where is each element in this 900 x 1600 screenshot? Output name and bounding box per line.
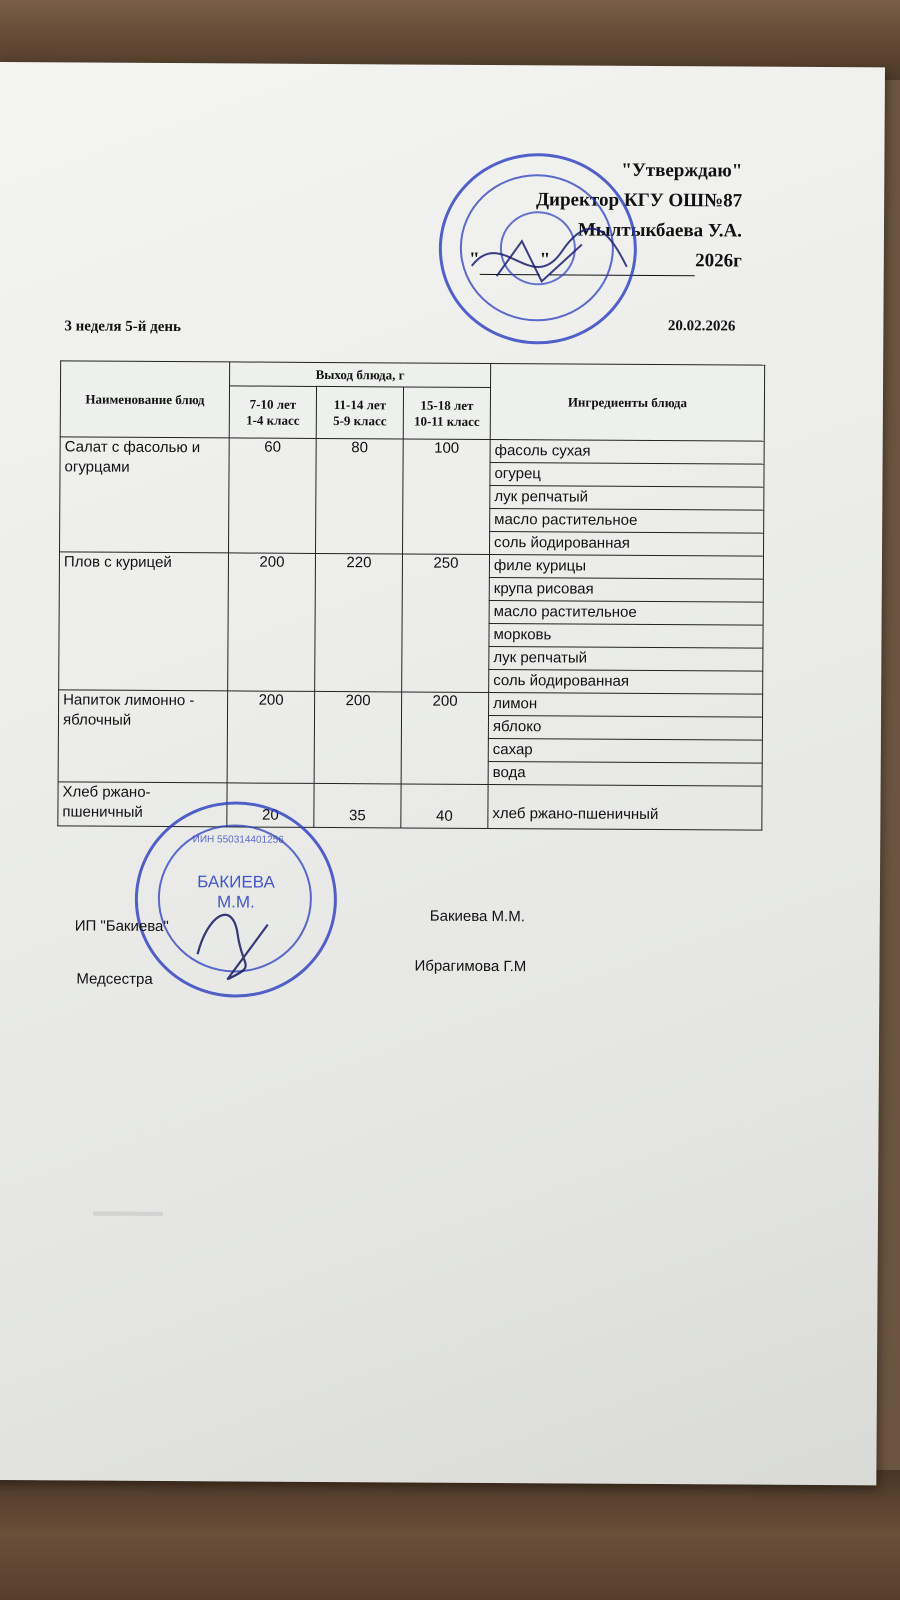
col-dish-name: Наименование блюд [60, 361, 229, 438]
ingredient: лук репчатый [490, 486, 764, 511]
yield-value: 40 [401, 784, 488, 829]
yield-value: 80 [316, 438, 404, 554]
yield-value: 35 [314, 783, 401, 828]
approval-position: Директор КГУ ОШ№87 [535, 189, 743, 212]
ingredient: масло растительное [490, 509, 764, 534]
nurse-name: Ибрагимова Г.М [414, 957, 527, 976]
ingredient: соль йодированная [489, 669, 763, 694]
yield-value: 220 [315, 553, 403, 692]
ingredient: крупа рисовая [489, 577, 763, 602]
yield-value: 100 [403, 439, 491, 555]
ingredient: соль йодированная [490, 531, 764, 556]
signature-scribble-icon [441, 156, 634, 342]
nurse-label: Медсестра [76, 970, 153, 988]
stamp-id-text: ИИН 550314401256 [192, 834, 284, 846]
week-day-label: 3 неделя 5-й день [64, 318, 182, 336]
col-age-11-14: 11-14 лет 5-9 класс [316, 386, 403, 439]
ingredient: фасоль сухая [490, 440, 764, 465]
ip-name: Бакиева М.М. [429, 907, 525, 926]
ingredient: сахар [488, 738, 762, 763]
approval-person: Мылтыкбаева У.А. [577, 219, 743, 242]
approval-date-quote-open: " [468, 248, 480, 270]
ingredient: лимон [489, 692, 763, 717]
menu-table [57, 360, 765, 830]
stamp-center-text: БАКИЕВА М.М. [197, 872, 275, 912]
school-round-stamp [438, 153, 637, 345]
approval-title: "Утверждаю" [621, 159, 743, 182]
ingredient: огурец [490, 463, 764, 488]
yield-value: 60 [229, 438, 317, 554]
ip-label: ИП "Бакиева" [74, 917, 169, 936]
col-ingredients: Ингредиенты блюда [490, 364, 764, 442]
ingredient: лук репчатый [489, 646, 763, 671]
col-age-15-18: 15-18 лет 10-11 класс [403, 387, 490, 440]
col-yield: Выход блюда, г [230, 362, 491, 388]
ingredient: филе курицы [489, 554, 763, 579]
ip-round-stamp [134, 801, 337, 998]
menu-document [0, 62, 885, 1485]
col-age-7-10: 7-10 лет 1-4 класс [229, 386, 316, 439]
menu-date: 20.02.2026 [667, 318, 736, 335]
yield-value: 200 [314, 691, 402, 784]
ingredient: хлеб ржано-пшеничный [488, 784, 762, 830]
yield-value: 20 [227, 783, 314, 828]
ingredient: вода [488, 761, 762, 786]
yield-value: 200 [401, 692, 489, 785]
dish-name: Напиток лимонно - яблочный [58, 690, 228, 783]
bleed-through-shadow: ▬▬▬▬▬ [92, 1202, 164, 1220]
ingredient: яблоко [488, 715, 762, 740]
dish-name: Салат с фасолью и огурцами [60, 437, 230, 553]
table-row [60, 437, 764, 464]
dish-name: Плов с курицей [59, 552, 229, 691]
dish-name: Хлеб ржано-пшеничный [58, 782, 227, 827]
table-row [59, 690, 763, 717]
approval-date-quote-close: " [539, 249, 551, 271]
desk-bottom [0, 1470, 900, 1600]
approval-year: 2026г [695, 250, 742, 272]
yield-value: 250 [402, 554, 490, 693]
yield-value: 200 [227, 691, 315, 784]
signature-scribble-icon [137, 804, 334, 995]
table-row [59, 552, 763, 579]
ingredient: морковь [489, 623, 763, 648]
yield-value: 200 [228, 553, 316, 692]
ingredient: масло растительное [489, 600, 763, 625]
